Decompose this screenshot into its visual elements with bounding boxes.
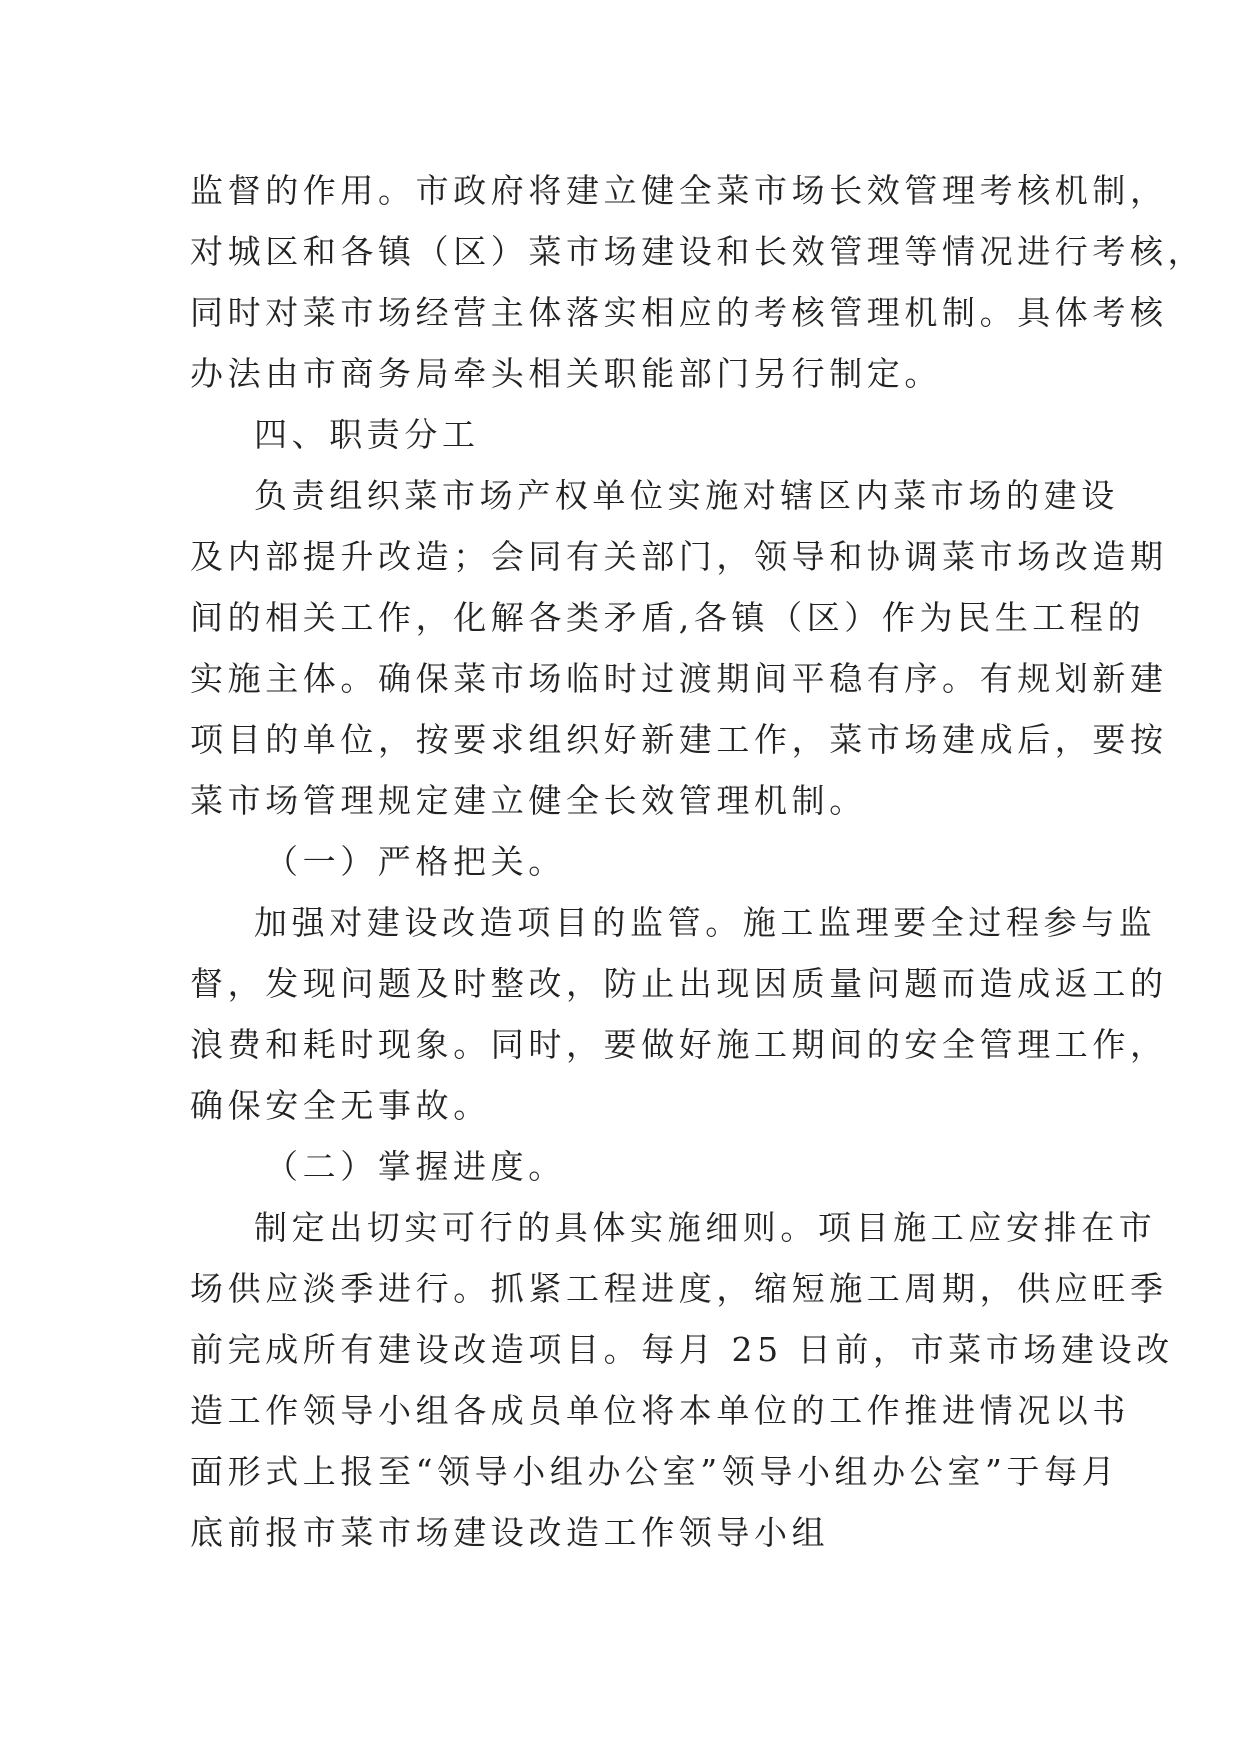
text-line: 确保安全无事故。 [190,1086,491,1125]
text-line: 实施主体。确保菜市场临时过渡期间平稳有序。有规划新建 [190,659,1168,698]
text-line: 制定出切实可行的具体实施细则。项目施工应安排在市 [254,1208,1157,1247]
document-body [190,160,1206,1563]
text-line: 督，发现问题及时整改，防止出现因质量问题而造成返工的 [190,964,1168,1003]
text-line: 浪费和耗时现象。同时，要做好施工期间的安全管理工作， [190,1025,1168,1064]
text-line: 负责组织菜市场产权单位实施对辖区内菜市场的建设 [254,476,1119,515]
text-line: 底前报市菜市场建设改造工作领导小组 [190,1513,830,1552]
text-line: 对城区和各镇（区）菜市场建设和长效管理等情况进行考核， [190,232,1206,271]
subsection-heading: （一）严格把关。 [265,842,566,881]
text-line: 场供应淡季进行。抓紧工程进度，缩短施工周期，供应旺季 [190,1269,1168,1308]
text-line: 造工作领导小组各成员单位将本单位的工作推进情况以书 [190,1391,1130,1430]
subsection-heading: （二）掌握进度。 [265,1147,566,1186]
text-line: 菜市场管理规定建立健全长效管理机制。 [190,781,867,820]
section-heading: 四、职责分工 [254,415,480,454]
text-line: 同时对菜市场经营主体落实相应的考核管理机制。具体考核 [190,293,1168,332]
text-line: 及内部提升改造；会同有关部门，领导和协调菜市场改造期 [190,537,1168,576]
text-line: 办法由市商务局牵头相关职能部门另行制定。 [190,354,942,393]
text-line: 前完成所有建设改造项目。每月 25 日前，市菜市场建设改 [190,1330,1174,1369]
text-line: 间的相关工作，化解各类矛盾,各镇（区）作为民生工程的 [190,598,1146,637]
text-line: 面形式上报至“领导小组办公室”领导小组办公室”于每月 [190,1452,1120,1491]
text-line: 加强对建设改造项目的监管。施工监理要全过程参与监 [254,903,1157,942]
text-line: 项目的单位，按要求组织好新建工作，菜市场建成后，要按 [190,720,1168,759]
text-line: 监督的作用。市政府将建立健全菜市场长效管理考核机制， [190,171,1168,210]
